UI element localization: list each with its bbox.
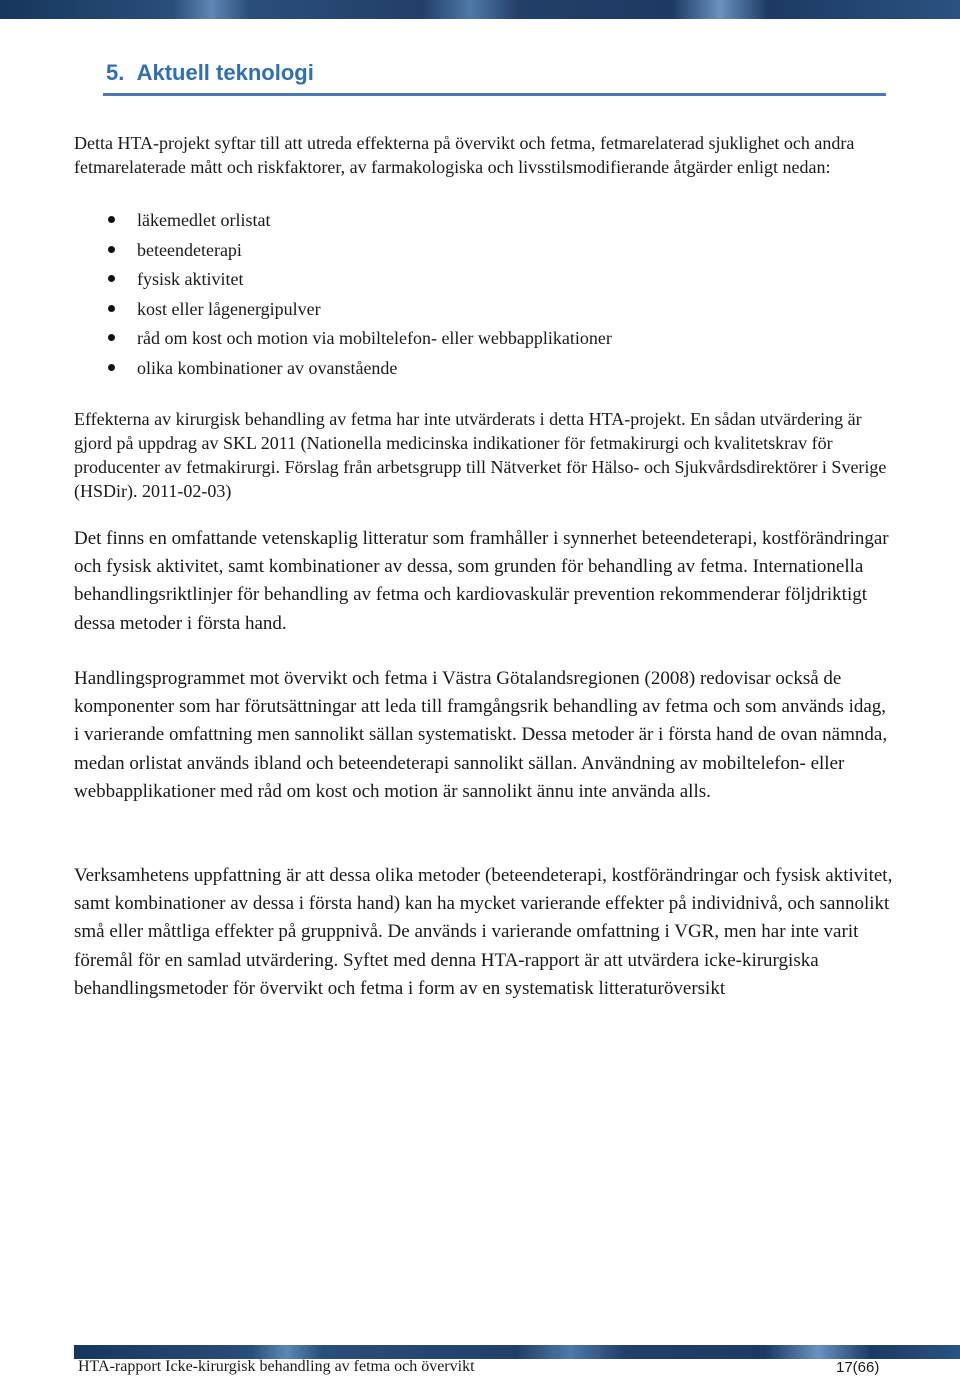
- section-heading: 5. Aktuell teknologi: [106, 60, 314, 85]
- list-item: [74, 354, 874, 384]
- list-item-label: beteendeterapi: [137, 239, 242, 260]
- list-item: [74, 236, 874, 266]
- list-item-label: olika kombinationer av ovanstående: [137, 357, 398, 378]
- bullet-icon: [108, 275, 115, 282]
- intro-paragraph: Detta HTA-projekt syftar till att utreda effekterna på övervikt och fetma, fetmarelaterad sjuklighet och andra fetmarelaterade mått och riskfaktorer, av farmakologiska och livsstilsmodifierande åtgärder enligt nedan:: [74, 133, 855, 177]
- footer-report-title: HTA-rapport Icke-kirurgisk behandling av fetma och övervikt: [78, 1358, 475, 1375]
- bullet-icon: [108, 216, 115, 223]
- header-decorative-band: [0, 0, 960, 19]
- list-item: [74, 324, 874, 354]
- operations-view-paragraph: Verksamhetens uppfattning är att dessa olika metoder (beteendeterapi, kostförändringar och fysisk aktivitet, samt kombinationer av dessa i första hand) kan ha mycket varierande effekter på individnivå, och sannolikt små eller måttliga effekter på gruppnivå. De används i varierande omfattning i VGR, men har inte varit föremål för en samlad utvärdering. Syftet med denna HTA-rapport är att utvärdera icke-kirurgiska behandlingsmetoder för övervikt och fetma i form av en systematisk litteraturöversikt: [74, 865, 893, 999]
- footer-decorative-band: [74, 1345, 960, 1359]
- list-item: [74, 265, 874, 295]
- list-item: [74, 206, 874, 236]
- bullet-icon: [108, 364, 115, 371]
- bullet-icon: [108, 305, 115, 312]
- treatment-list: [74, 206, 874, 384]
- page-number: 17(66): [836, 1359, 880, 1376]
- bullet-icon: [108, 246, 115, 253]
- action-program-paragraph: Handlingsprogrammet mot övervikt och fetma i Västra Götalandsregionen (2008) redovisar också de komponenter som har förutsättningar att leda till framgångsrik behandling av fetma och som används idag, i varierande omfattning men sannolikt sällan systematiskt. Dessa metoder är i första hand de ovan nämnda, medan orlistat används ibland och beteendeterapi sannolikt sällan. Användning av mobiltelefon- eller webbapplikationer med råd om kost och motion är sannolikt ännu inte använda alls.: [74, 668, 888, 802]
- list-item-label: råd om kost och motion via mobiltelefon- eller webbapplikationer: [137, 328, 612, 349]
- list-item: [74, 295, 874, 325]
- list-item-label: fysisk aktivitet: [137, 269, 244, 290]
- literature-paragraph: Det finns en omfattande vetenskaplig litteratur som framhåller i synnerhet beteendeterapi, kostförändringar och fysisk aktivitet, samt kombinationer av dessa, som grunden för behandling av fetma. Internationella behandlingsriktlinjer för behandling av fetma och kardiovaskulär prevention rekommenderar följdriktigt dessa metoder i första hand.: [74, 528, 889, 634]
- bullet-icon: [108, 334, 115, 341]
- heading-underline: [103, 93, 886, 96]
- list-item-label: läkemedlet orlistat: [137, 210, 271, 230]
- list-item-label: kost eller lågenergipulver: [137, 298, 321, 319]
- surgery-paragraph: Effekterna av kirurgisk behandling av fetma har inte utvärderats i detta HTA-projekt. En sådan utvärdering är gjord på uppdrag av SKL 2011 (Nationella medicinska indikationer för fetmakirurgi och kvalitetskrav för producenter av fetmakirurgi. Förslag från arbetsgrupp till Nätverket för Hälso- och Sjukvårdsdirektörer i Sverige (HSDir). 2011-02-03): [74, 409, 887, 501]
